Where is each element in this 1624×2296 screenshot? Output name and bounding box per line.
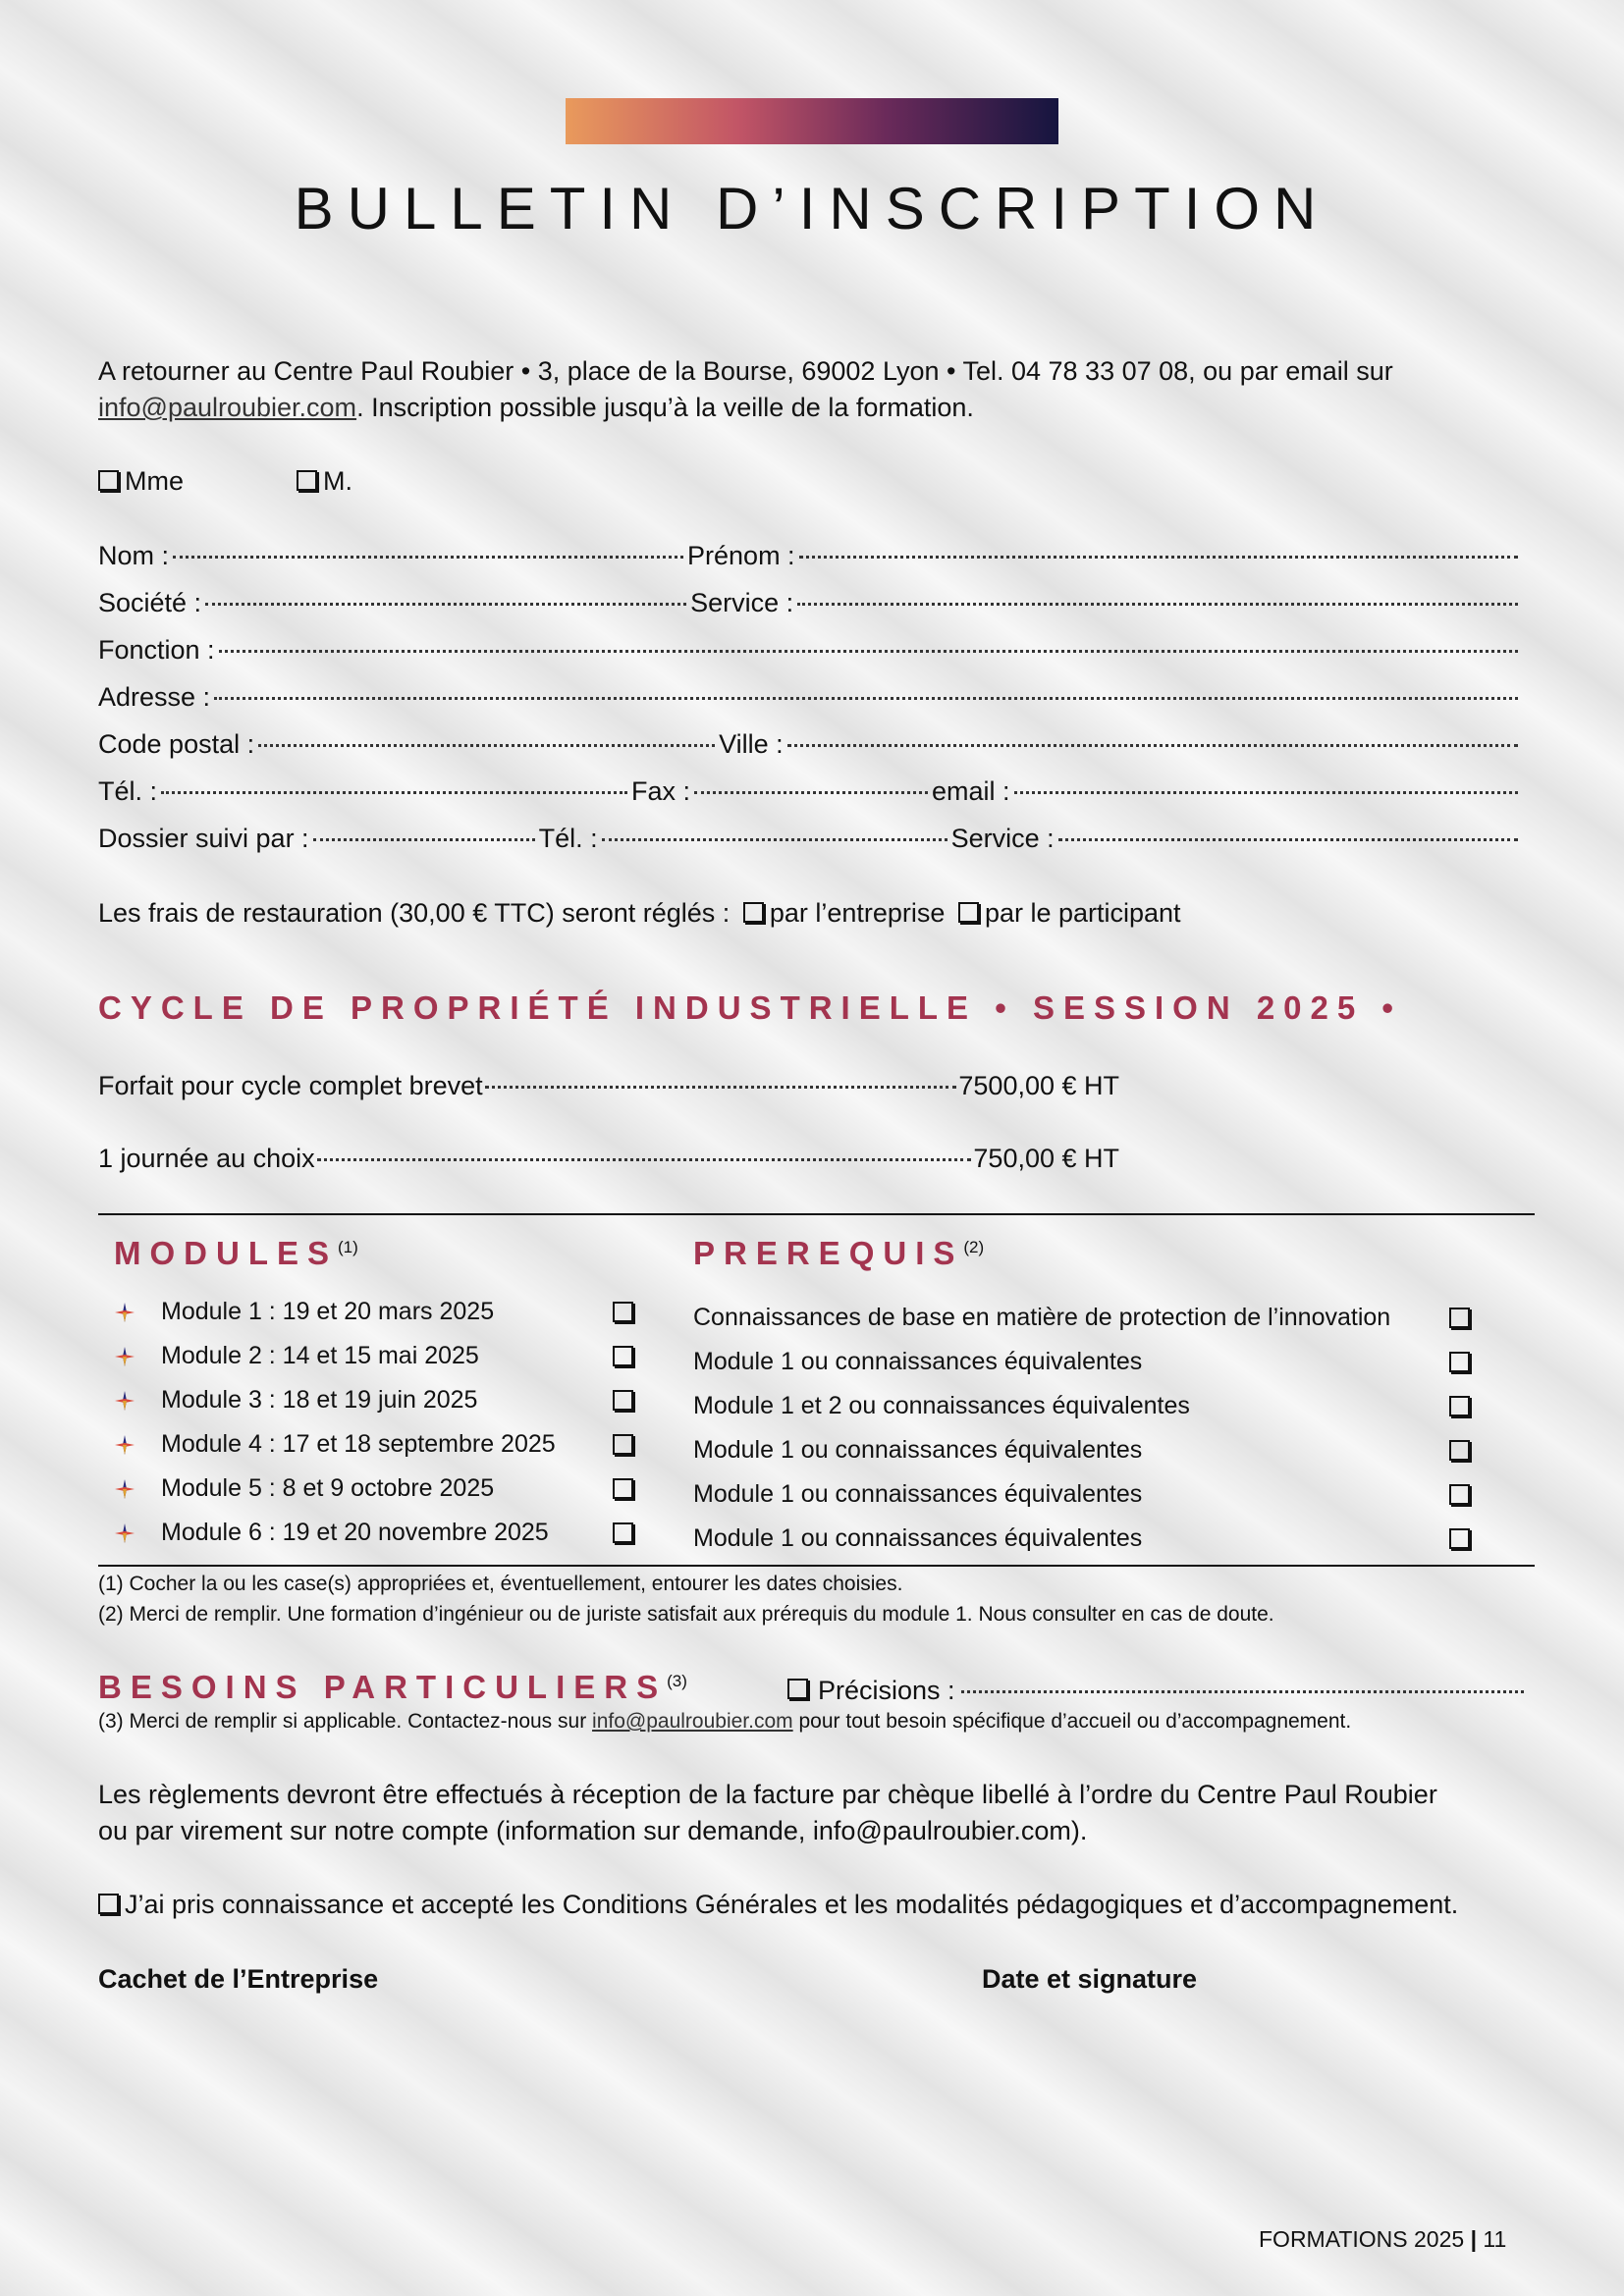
header-gradient-bar (566, 98, 1058, 144)
footer-separator: | (1470, 2226, 1478, 2252)
prerequis-row (693, 1296, 1479, 1340)
divider-bottom (98, 1565, 1535, 1567)
checkbox-prerequis[interactable] (1449, 1528, 1470, 1549)
compass-bullet-icon (114, 1522, 135, 1544)
prerequis-note-ref: (2) (963, 1238, 985, 1256)
intro-line-2-rest: . Inscription possible jusqu’à la veille de la formation. (356, 393, 974, 422)
identity-fields (98, 538, 1522, 857)
prerequis-label: Connaissances de base en matière de protection de l’innovation (693, 1304, 1391, 1331)
reglements-line-1: Les règlements devront être effectués à réception de la facture par chèque libellé à l’ordre du Centre Paul Roubier (98, 1780, 1437, 1809)
prerequis-list (693, 1296, 1479, 1561)
prerequis-row (693, 1428, 1479, 1472)
field-row-tel (98, 774, 1522, 810)
input-prenom[interactable] (799, 556, 1518, 559)
module-row (114, 1378, 644, 1422)
intro-text (98, 353, 1393, 426)
checkbox-prerequis[interactable] (1449, 1440, 1470, 1461)
price-forfait (98, 1068, 1119, 1104)
prerequis-row (693, 1472, 1479, 1517)
forfait-price: 7500,00 € HT (958, 1071, 1119, 1100)
modules-note-ref: (1) (338, 1238, 358, 1256)
input-adresse[interactable] (214, 697, 1518, 700)
checkbox-cgv[interactable] (98, 1894, 119, 1914)
input-email[interactable] (1014, 791, 1518, 794)
page-title: BULLETIN D’INSCRIPTION (294, 176, 1330, 241)
field-row-code-postal (98, 726, 1522, 763)
compass-bullet-icon (114, 1346, 135, 1367)
label-prenom: Prénom : (687, 541, 795, 570)
label-dossier: Dossier suivi par : (98, 824, 309, 853)
checkbox-prerequis[interactable] (1449, 1308, 1470, 1328)
checkbox-prerequis[interactable] (1449, 1484, 1470, 1505)
intro-line-1: A retourner au Centre Paul Roubier • 3, place de la Bourse, 69002 Lyon • Tel. 04 78 33 07 08, ou par email sur (98, 356, 1393, 386)
prerequis-row (693, 1340, 1479, 1384)
besoins-heading-text: BESOINS PARTICULIERS (98, 1669, 668, 1705)
module-row (114, 1511, 644, 1555)
input-precisions[interactable] (961, 1690, 1524, 1693)
label-adresse: Adresse : (98, 682, 211, 712)
label-nom: Nom : (98, 541, 170, 570)
checkbox-module[interactable] (613, 1522, 633, 1543)
checkbox-module[interactable] (613, 1302, 633, 1322)
forfait-label: Forfait pour cycle complet brevet (98, 1071, 483, 1100)
checkbox-precisions[interactable] (787, 1679, 808, 1699)
restauration-opt2: par le participant (984, 898, 1181, 928)
reglements-text (98, 1777, 1437, 1849)
cachet-label: Cachet de l’Entreprise (98, 1964, 379, 1994)
journee-label: 1 journée au choix (98, 1144, 315, 1173)
compass-bullet-icon (114, 1478, 135, 1500)
civility-m-label: M. (323, 466, 352, 496)
module-label: Module 6 : 19 et 20 novembre 2025 (161, 1519, 549, 1546)
label-service2: Service : (950, 824, 1055, 853)
prerequis-row (693, 1517, 1479, 1561)
prerequis-row (693, 1384, 1479, 1428)
footer (1259, 2226, 1506, 2253)
label-fax: Fax : (631, 776, 691, 806)
module-row (114, 1422, 644, 1467)
cycle-heading: CYCLE DE PROPRIÉTÉ INDUSTRIELLE • SESSION 2025 • (98, 989, 1402, 1026)
cgv-text: J’ai pris connaissance et accepté les Conditions Générales et les modalités pédagogiques et d’accompagnement. (125, 1890, 1459, 1919)
footer-label: FORMATIONS 2025 (1259, 2226, 1465, 2252)
checkbox-module[interactable] (613, 1346, 633, 1366)
checkbox-prerequis[interactable] (1449, 1352, 1470, 1372)
footnotes (98, 1569, 1274, 1629)
module-label: Module 3 : 18 et 19 juin 2025 (161, 1386, 478, 1414)
prerequis-label: Module 1 ou connaissances équivalentes (693, 1480, 1143, 1508)
input-ville[interactable] (787, 744, 1518, 747)
input-societe[interactable] (205, 603, 686, 606)
footnote-2: (2) Merci de remplir. Une formation d’ingénieur ou de juriste satisfait aux prérequis du module 1. Nous consulter en cas de doute. (98, 1603, 1274, 1626)
field-row-fonction (98, 632, 1522, 668)
module-label: Module 4 : 17 et 18 septembre 2025 (161, 1430, 556, 1458)
divider-top (98, 1213, 1535, 1215)
input-code-postal[interactable] (258, 744, 715, 747)
restauration-text: Les frais de restauration (30,00 € TTC) seront réglés : (98, 898, 731, 928)
compass-bullet-icon (114, 1302, 135, 1323)
compass-bullet-icon (114, 1434, 135, 1456)
footnote-3-start: (3) Merci de remplir si applicable. Contactez-nous sur (98, 1710, 587, 1733)
checkbox-module[interactable] (613, 1478, 633, 1499)
label-societe: Société : (98, 588, 202, 617)
label-service: Service : (690, 588, 794, 617)
prerequis-label: Module 1 ou connaissances équivalentes (693, 1524, 1143, 1552)
intro-line-2 (98, 390, 1393, 426)
module-label: Module 2 : 14 et 15 mai 2025 (161, 1342, 479, 1369)
prerequis-heading-text: PREREQUIS (693, 1235, 964, 1271)
prerequis-label: Module 1 et 2 ou connaissances équivalentes (693, 1392, 1190, 1419)
checkbox-module[interactable] (613, 1390, 633, 1411)
footnote-3-end: pour tout besoin spécifique d’accueil ou d’accompagnement. (798, 1710, 1352, 1733)
footnote-3-email[interactable]: info@paulroubier.com (592, 1710, 793, 1733)
restauration-opt1: par l’entreprise (769, 898, 946, 928)
prerequis-label: Module 1 ou connaissances équivalentes (693, 1348, 1143, 1375)
besoins-note-ref: (3) (667, 1672, 687, 1690)
label-tel2: Tél. : (538, 824, 598, 853)
journee-dots (317, 1158, 972, 1161)
journee-price: 750,00 € HT (973, 1144, 1119, 1173)
besoins-heading (98, 1669, 687, 1706)
input-dossier[interactable] (313, 838, 535, 841)
input-service2[interactable] (1058, 838, 1518, 841)
label-fonction: Fonction : (98, 635, 215, 665)
input-tel[interactable] (161, 791, 627, 794)
civility-mme[interactable] (98, 463, 184, 500)
checkbox-par-participant[interactable] (958, 902, 979, 923)
field-row-nom (98, 538, 1522, 574)
footnote-1: (1) Cocher la ou les case(s) appropriées et, éventuellement, entourer les dates choisies. (98, 1573, 903, 1595)
compass-bullet-icon (114, 1390, 135, 1412)
module-row (114, 1467, 644, 1511)
module-label: Module 1 : 19 et 20 mars 2025 (161, 1298, 495, 1325)
input-service[interactable] (797, 603, 1518, 606)
input-tel2[interactable] (602, 838, 947, 841)
precisions-field (787, 1673, 1524, 1709)
field-row-societe (98, 585, 1522, 621)
field-row-adresse (98, 679, 1522, 716)
footnote-3 (98, 1710, 1351, 1734)
module-label: Module 5 : 8 et 9 octobre 2025 (161, 1474, 495, 1502)
checkbox-module[interactable] (613, 1434, 633, 1455)
forfait-dots (485, 1086, 957, 1089)
checkbox-mme[interactable] (98, 470, 119, 491)
precisions-label: Précisions : (818, 1676, 955, 1705)
civility-mme-label: Mme (125, 466, 184, 496)
modules-heading (114, 1235, 358, 1272)
input-fax[interactable] (694, 791, 928, 794)
module-row (114, 1290, 644, 1334)
footer-page-number: 11 (1483, 2226, 1507, 2252)
price-journee (98, 1141, 1119, 1177)
restauration-line (98, 895, 1181, 932)
civility-m[interactable] (297, 463, 352, 500)
cgv-line[interactable] (98, 1887, 1458, 1923)
prerequis-label: Module 1 ou connaissances équivalentes (693, 1436, 1143, 1464)
date-signature-label: Date et signature (982, 1964, 1198, 1994)
checkbox-par-entreprise[interactable] (743, 902, 764, 923)
modules-list (114, 1290, 644, 1555)
label-tel: Tél. : (98, 776, 158, 806)
prerequis-heading (693, 1235, 984, 1272)
reglements-line-2: ou par virement sur notre compte (information sur demande, info@paulroubier.com). (98, 1816, 1088, 1845)
checkbox-m[interactable] (297, 470, 317, 491)
module-row (114, 1334, 644, 1378)
label-email: email : (932, 776, 1010, 806)
label-code-postal: Code postal : (98, 729, 255, 759)
input-fonction[interactable] (219, 650, 1518, 653)
intro-email-link[interactable]: info@paulroubier.com (98, 393, 357, 422)
field-row-dossier (98, 821, 1522, 857)
modules-heading-text: MODULES (114, 1235, 338, 1271)
input-nom[interactable] (173, 556, 683, 559)
label-ville: Ville : (719, 729, 784, 759)
checkbox-prerequis[interactable] (1449, 1396, 1470, 1416)
